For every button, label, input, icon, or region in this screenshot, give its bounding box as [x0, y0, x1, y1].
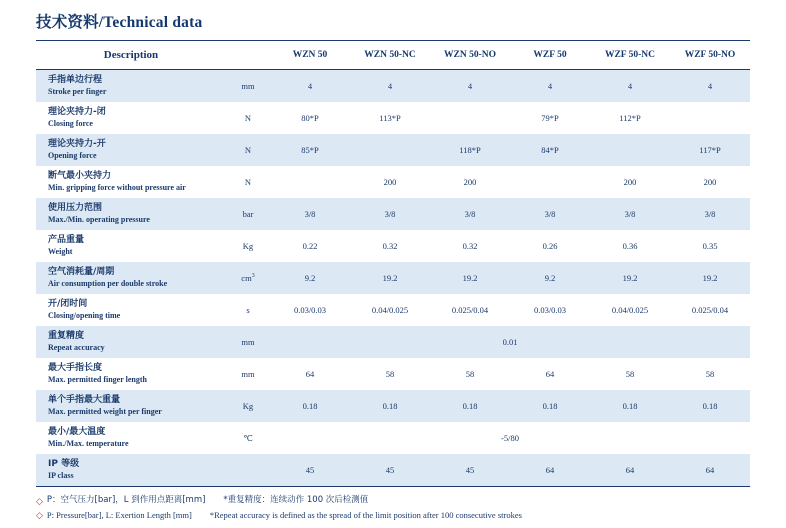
row-value: 200	[670, 166, 750, 198]
row-value	[510, 166, 590, 198]
row-value: 64	[670, 454, 750, 487]
table-row	[36, 454, 750, 487]
row-value: 9.2	[510, 262, 590, 294]
row-description	[36, 134, 226, 166]
row-unit: mm	[226, 70, 270, 103]
row-value: 0.22	[270, 230, 350, 262]
column-header-description: Description	[36, 41, 226, 70]
row-value: 0.18	[270, 390, 350, 422]
row-value: 0.26	[510, 230, 590, 262]
column-header-wzf50no: WZF 50-NO	[670, 41, 750, 70]
row-description	[36, 230, 226, 262]
row-description-en: Max. permitted weight per finger	[48, 406, 162, 416]
row-unit: bar	[226, 198, 270, 230]
row-unit: ℃	[226, 422, 270, 454]
row-value: 3/8	[510, 198, 590, 230]
table-row	[36, 166, 750, 198]
row-description	[36, 262, 226, 294]
row-value: 19.2	[430, 262, 510, 294]
footnotes	[36, 487, 750, 523]
row-unit: N	[226, 134, 270, 166]
table-row	[36, 134, 750, 166]
row-value: 0.18	[350, 390, 430, 422]
row-value: 85*P	[270, 134, 350, 166]
row-unit: N	[226, 102, 270, 134]
table-row	[36, 422, 750, 454]
column-header-wzf50nc: WZF 50-NC	[590, 41, 670, 70]
row-description-cn: 理论夹持力-开	[48, 139, 106, 150]
table-row	[36, 358, 750, 390]
row-value	[430, 102, 510, 134]
row-description-cn: 最大手指长度	[48, 363, 103, 374]
diamond-icon: ◇	[36, 496, 43, 506]
row-value: 4	[270, 70, 350, 103]
row-value: 0.32	[430, 230, 510, 262]
row-value-merged: 0.01	[270, 326, 750, 358]
row-unit: Kg	[226, 390, 270, 422]
table-row	[36, 294, 750, 326]
row-description	[36, 422, 226, 454]
row-value: 0.36	[590, 230, 670, 262]
row-value: 58	[430, 358, 510, 390]
column-header-wzn50nc: WZN 50-NC	[350, 41, 430, 70]
footnote-chinese-accuracy: *重复精度：连续动作 100 次后检测值	[223, 495, 369, 506]
row-value	[670, 102, 750, 134]
row-description-en: Min./Max. temperature	[48, 438, 129, 448]
table-row	[36, 262, 750, 294]
column-header-wzn50: WZN 50	[270, 41, 350, 70]
row-description	[36, 294, 226, 326]
column-header-wzf50: WZF 50	[510, 41, 590, 70]
row-description-en: Repeat accuracy	[48, 342, 105, 352]
row-description-en: Min. gripping force without pressure air	[48, 182, 186, 192]
row-value: 200	[430, 166, 510, 198]
row-description-cn: 开/闭时间	[48, 299, 88, 310]
row-value: 58	[670, 358, 750, 390]
row-value: 200	[590, 166, 670, 198]
row-value: 3/8	[430, 198, 510, 230]
row-description	[36, 166, 226, 198]
row-value: 45	[430, 454, 510, 487]
row-description-en: Closing/opening time	[48, 310, 121, 320]
row-value: 58	[350, 358, 430, 390]
row-description	[36, 102, 226, 134]
row-description-cn: 最小/最大温度	[48, 427, 106, 438]
row-value	[590, 134, 670, 166]
row-value: 4	[670, 70, 750, 103]
row-value: 3/8	[670, 198, 750, 230]
table-row	[36, 390, 750, 422]
column-header-wzn50no: WZN 50-NO	[430, 41, 510, 70]
table-header	[36, 41, 750, 70]
row-value: 19.2	[590, 262, 670, 294]
row-description-cn: 空气消耗量/周期	[48, 267, 115, 278]
row-value: 19.2	[670, 262, 750, 294]
table-row	[36, 102, 750, 134]
row-value: 3/8	[590, 198, 670, 230]
row-value: 0.025/0.04	[670, 294, 750, 326]
technical-data-table	[36, 40, 750, 487]
row-value: 0.04/0.025	[590, 294, 670, 326]
row-description-en: Weight	[48, 246, 73, 256]
footnote-english-accuracy: *Repeat accuracy is defined as the spread of the limit position after 100 consecutive strokes	[209, 509, 522, 520]
row-value: 0.18	[670, 390, 750, 422]
diamond-icon-2: ◇	[36, 510, 43, 521]
footnote-english-pressure: P: Pressure[bar], L: Exertion Length [mm]	[46, 509, 192, 520]
row-value: 64	[270, 358, 350, 390]
row-value: 118*P	[430, 134, 510, 166]
table-row	[36, 70, 750, 103]
row-value: 117*P	[670, 134, 750, 166]
row-value: 64	[510, 454, 590, 487]
footnote-chinese-pressure: P：空气压力[bar]，L 到作用点距离[mm]	[46, 495, 206, 506]
table-header-row	[36, 41, 750, 70]
row-value: 0.03/0.03	[270, 294, 350, 326]
row-description-cn: 手指单边行程	[48, 75, 103, 86]
row-value: 4	[590, 70, 670, 103]
row-description-cn: 理论夹持力-闭	[48, 107, 106, 118]
row-description-cn: 断气最小夹持力	[48, 171, 112, 182]
row-description-cn: 产品重量	[48, 235, 85, 246]
row-value: 19.2	[350, 262, 430, 294]
row-description-cn: IP 等级	[48, 459, 80, 470]
table-row	[36, 198, 750, 230]
row-value	[270, 166, 350, 198]
row-value: 80*P	[270, 102, 350, 134]
row-description-cn: 使用压力范围	[48, 203, 103, 214]
row-value: 4	[350, 70, 430, 103]
row-value: 58	[590, 358, 670, 390]
table-row	[36, 326, 750, 358]
row-value: 3/8	[270, 198, 350, 230]
row-value: 0.03/0.03	[510, 294, 590, 326]
row-value: 0.025/0.04	[430, 294, 510, 326]
row-unit: $cm^3$	[226, 262, 270, 294]
row-description-cn: 单个手指最大重量	[48, 395, 121, 406]
row-description	[36, 358, 226, 390]
row-unit: s	[226, 294, 270, 326]
row-description-en: Closing force	[48, 118, 93, 128]
row-value: 113*P	[350, 102, 430, 134]
row-description-en: Stroke per finger	[48, 86, 107, 96]
row-description-en: Air consumption per double stroke	[48, 278, 168, 288]
row-unit	[226, 454, 270, 487]
row-value: 0.18	[430, 390, 510, 422]
row-value: 3/8	[350, 198, 430, 230]
row-value: 112*P	[590, 102, 670, 134]
row-description-en: Opening force	[48, 150, 97, 160]
row-value: 0.35	[670, 230, 750, 262]
row-description	[36, 70, 226, 103]
row-value: 200	[350, 166, 430, 198]
row-unit: N	[226, 166, 270, 198]
row-value: 64	[590, 454, 670, 487]
footnote-english	[36, 508, 750, 522]
row-value: 45	[270, 454, 350, 487]
row-description	[36, 454, 226, 487]
row-value: 4	[510, 70, 590, 103]
footnote-chinese	[36, 494, 750, 508]
row-description	[36, 326, 226, 358]
row-value: 84*P	[510, 134, 590, 166]
row-value: 64	[510, 358, 590, 390]
row-value: 0.18	[510, 390, 590, 422]
row-value: 45	[350, 454, 430, 487]
row-description-en: Max./Min. operating pressure	[48, 214, 150, 224]
row-description-cn: 重复精度	[48, 331, 85, 342]
table-row	[36, 230, 750, 262]
row-value: 4	[430, 70, 510, 103]
row-description	[36, 198, 226, 230]
row-description-en: IP class	[48, 470, 74, 480]
row-value: 9.2	[270, 262, 350, 294]
row-unit: mm	[226, 358, 270, 390]
row-value	[350, 134, 430, 166]
row-value: 0.32	[350, 230, 430, 262]
row-description	[36, 390, 226, 422]
row-value: 79*P	[510, 102, 590, 134]
column-header-unit	[226, 41, 270, 70]
row-unit: mm	[226, 326, 270, 358]
row-value-merged: -5/80	[270, 422, 750, 454]
table-body	[36, 70, 750, 487]
row-value: 0.04/0.025	[350, 294, 430, 326]
row-description-en: Max. permitted finger length	[48, 374, 147, 384]
row-value: 0.18	[590, 390, 670, 422]
page-title: 技术资料/Technical data	[36, 14, 203, 31]
row-unit: Kg	[226, 230, 270, 262]
